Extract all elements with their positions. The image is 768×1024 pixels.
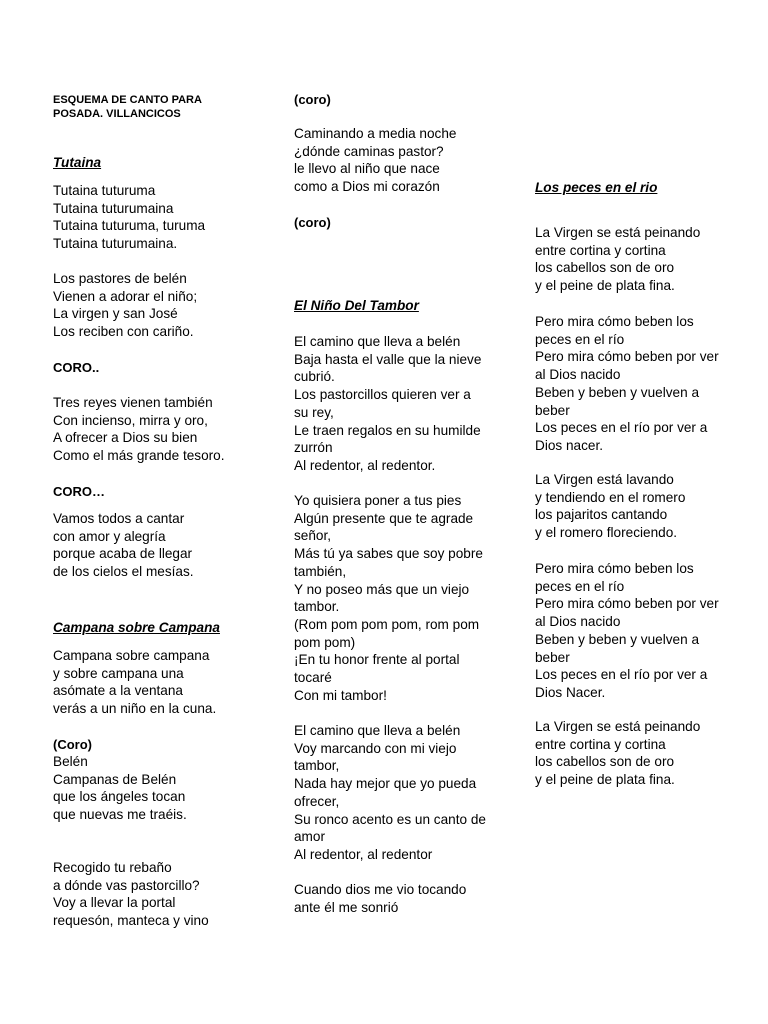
lyric-line: tambor.: [294, 599, 340, 615]
lyric-line: (Rom pom pom pom, rom pom: [294, 616, 480, 632]
verse: [535, 313, 719, 455]
lyric-line: Tutaina tuturumaina: [53, 200, 174, 216]
lyric-line: Su ronco acento es un canto de: [294, 811, 486, 827]
lyric-line: Le traen regalos en su humilde: [294, 422, 481, 438]
lyric-line: Los pastores de belén: [53, 271, 187, 286]
lyric-line: Recogido tu rebaño: [53, 860, 172, 875]
lyric-line: ¡En tu honor frente al portal: [294, 652, 460, 668]
lyric-line: y el romero floreciendo.: [535, 525, 678, 541]
lyric-line: su rey,: [294, 404, 334, 420]
lyric-line: requesón, manteca y vino: [53, 913, 209, 929]
lyric-line: La Virgen está lavando: [535, 472, 674, 487]
lyric-line: Tutaina tuturuma, turuma: [53, 218, 206, 234]
lyric-line: tocaré: [294, 670, 332, 686]
lyric-line: Voy marcando con mi viejo: [294, 740, 457, 756]
lyric-line: Pero mira cómo beben los: [535, 561, 694, 576]
lyric-line: ante él me sonrió: [294, 899, 399, 915]
lyric-line: Los peces en el río por ver a: [535, 667, 708, 683]
lyric-line: verás a un niño en la cuna.: [53, 701, 217, 717]
lyric-line: Beben y beben y vuelven a: [535, 631, 700, 647]
lyric-line: como a Dios mi corazón: [294, 179, 440, 195]
verse: [294, 881, 466, 916]
verse: [53, 394, 225, 465]
lyric-line: al Dios nacido: [535, 614, 621, 630]
verse: [294, 722, 486, 864]
lyric-line: y el peine de plata fina.: [535, 278, 675, 294]
lyric-line: El camino que lleva a belén: [294, 334, 461, 349]
lyric-line: Algún presente que te agrade: [294, 510, 474, 526]
lyric-line: Campanas de Belén: [53, 771, 177, 787]
verse: [535, 560, 719, 702]
verse: [294, 492, 483, 704]
lyric-line: Beben y beben y vuelven a: [535, 384, 700, 400]
chorus-label: CORO..: [53, 360, 100, 375]
lyric-line: asómate a la ventana: [53, 683, 183, 699]
lyric-line: Pero mira cómo beben por ver: [535, 596, 719, 612]
document-title: ESQUEMA DE CANTO PARA POSADA. VILLANCICOS: [53, 94, 202, 120]
lyric-line: Los pastorcillos quieren ver a: [294, 387, 471, 403]
lyric-line: Vienen a adorar el niño;: [53, 288, 198, 304]
lyric-line: que los ángeles tocan: [53, 789, 186, 805]
lyric-line: Como el más grande tesoro.: [53, 448, 225, 464]
lyric-line: Caminando a media noche: [294, 126, 457, 141]
lyric-line: Con mi tambor!: [294, 687, 387, 703]
verse: [294, 125, 456, 196]
lyric-line: Al redentor, al redentor.: [294, 457, 436, 473]
song-title-campana: Campana sobre Campana: [53, 620, 220, 635]
lyric-line: entre cortina y cortina: [535, 242, 666, 258]
verse: [53, 647, 216, 718]
lyric-line: Yo quisiera poner a tus pies: [294, 493, 462, 508]
lyric-line: Dios nacer.: [535, 437, 604, 453]
lyric-line: con amor y alegría: [53, 528, 166, 544]
lyric-line: que nuevas me traéis.: [53, 807, 187, 823]
song-title-peces: Los peces en el rio: [535, 180, 658, 195]
verse: [53, 270, 197, 341]
lyric-line: Tutaina tuturumaina.: [53, 236, 178, 252]
lyric-line: amor: [294, 829, 325, 845]
lyric-line: y sobre campana una: [53, 665, 184, 681]
lyric-line: cubrió.: [294, 369, 335, 385]
song-title-tutaina: Tutaina: [53, 155, 102, 170]
lyric-line: Dios Nacer.: [535, 684, 606, 700]
lyric-line: a dónde vas pastorcillo?: [53, 877, 200, 893]
lyric-line: El camino que lleva a belén: [294, 723, 461, 738]
lyric-line: beber: [535, 402, 570, 418]
lyric-line: le llevo al niño que nace: [294, 161, 440, 177]
verse: [535, 224, 700, 295]
lyric-line: Cuando dios me vio tocando: [294, 882, 467, 897]
lyric-line: Los peces en el río por ver a: [535, 420, 708, 436]
song-title-tambor: El Niño Del Tambor: [294, 298, 419, 313]
chorus-label: CORO…: [53, 484, 105, 499]
verse: [535, 718, 700, 789]
lyric-line: Baja hasta el valle que la nieve: [294, 351, 482, 367]
lyric-line: Pero mira cómo beben los: [535, 314, 694, 329]
lyric-line: Nada hay mejor que yo pueda: [294, 776, 477, 792]
lyric-line: Campana sobre campana: [53, 648, 210, 663]
lyric-line: los cabellos son de oro: [535, 260, 675, 276]
lyric-line: tambor,: [294, 758, 340, 774]
lyric-line: Belén: [53, 754, 88, 769]
verse: [294, 333, 481, 475]
lyric-line: pom pom): [294, 634, 356, 650]
lyric-line: Y no poseo más que un viejo: [294, 581, 470, 597]
verse: [53, 182, 205, 253]
lyric-line: Tutaina tuturuma: [53, 183, 156, 198]
lyric-line: La virgen y san José: [53, 306, 178, 322]
lyric-line: los cabellos son de oro: [535, 754, 675, 770]
lyric-line: La Virgen se está peinando: [535, 225, 701, 240]
lyric-line: entre cortina y cortina: [535, 736, 666, 752]
lyric-line: beber: [535, 649, 570, 665]
lyric-line: ofrecer,: [294, 793, 340, 809]
lyric-line: también,: [294, 563, 347, 579]
verse: [53, 859, 209, 930]
lyric-line: Más tú ya sabes que soy pobre: [294, 546, 483, 562]
lyric-line: Los reciben con cariño.: [53, 324, 194, 340]
lyric-line: de los cielos el mesías.: [53, 564, 194, 580]
lyric-line: señor,: [294, 528, 332, 544]
lyric-line: Voy a llevar la portal: [53, 895, 176, 911]
lyric-line: La Virgen se está peinando: [535, 719, 701, 734]
verse: [53, 510, 194, 581]
lyric-line: peces en el río: [535, 331, 625, 347]
lyric-line: al Dios nacido: [535, 367, 621, 383]
verse: [53, 753, 187, 824]
lyric-line: ¿dónde caminas pastor?: [294, 143, 444, 159]
lyric-line: A ofrecer a Dios su bien: [53, 430, 198, 446]
verse: [535, 471, 685, 542]
lyric-line: y el peine de plata fina.: [535, 772, 675, 788]
lyric-line: y tendiendo en el romero: [535, 489, 686, 505]
lyric-line: Pero mira cómo beben por ver: [535, 349, 719, 365]
lyric-line: zurrón: [294, 440, 333, 456]
chorus-label: (coro): [294, 215, 331, 230]
chorus-label: (coro): [294, 92, 331, 107]
lyric-line: peces en el río: [535, 578, 625, 594]
chorus-label: (Coro): [53, 737, 92, 752]
lyric-line: Tres reyes vienen también: [53, 395, 213, 410]
lyric-line: Con incienso, mirra y oro,: [53, 412, 208, 428]
lyric-line: Vamos todos a cantar: [53, 511, 185, 526]
lyric-line: porque acaba de llegar: [53, 546, 193, 562]
lyric-line: los pajaritos cantando: [535, 507, 668, 523]
lyric-line: Al redentor, al redentor: [294, 846, 433, 862]
